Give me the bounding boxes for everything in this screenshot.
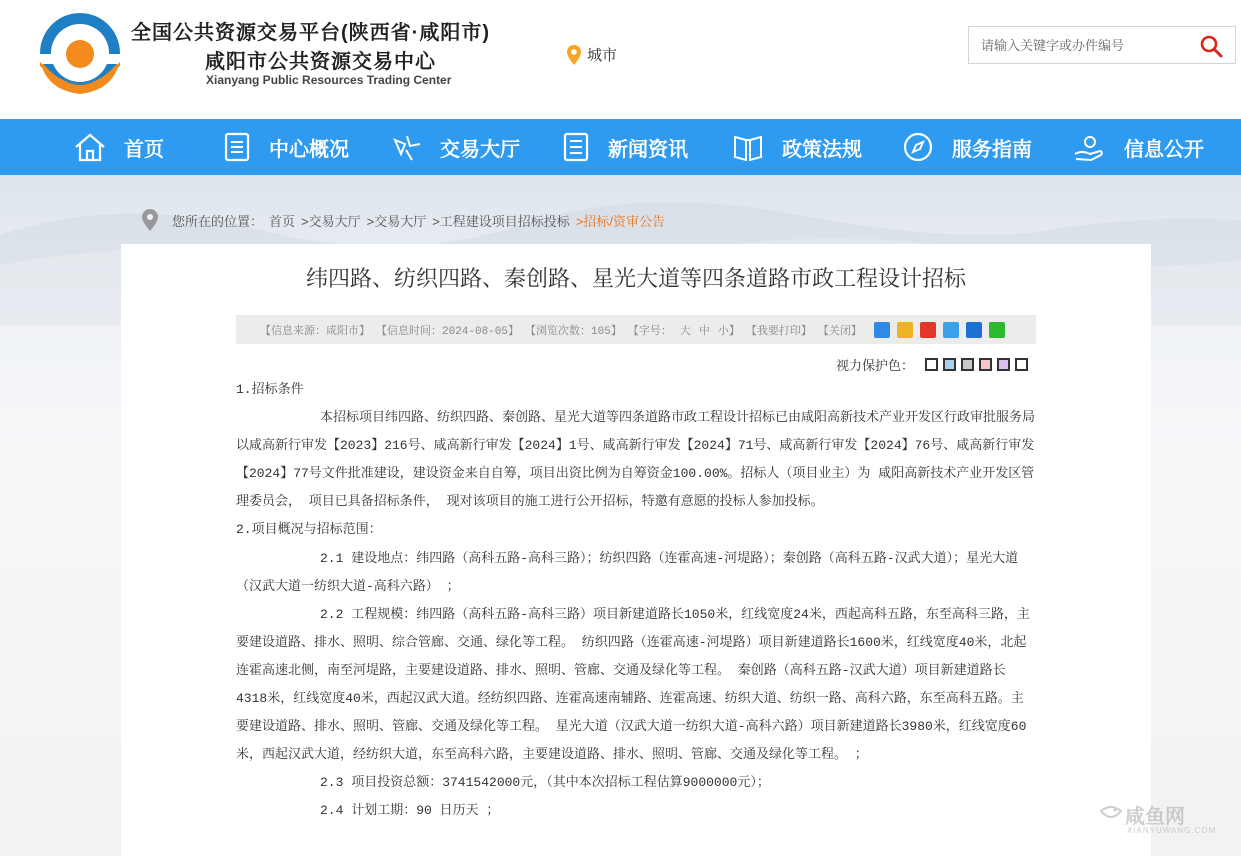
nav-item-policy[interactable] <box>732 119 862 175</box>
city-label: 城市 <box>587 47 618 64</box>
breadcrumb-link[interactable]: >交易大厅 <box>301 213 361 229</box>
nav-label: 政策法规 <box>782 138 862 161</box>
nav-label: 新闻资讯 <box>608 138 688 161</box>
share-bar <box>874 322 1012 338</box>
nav-item-info-disclosure[interactable] <box>1072 119 1204 175</box>
watermark <box>1097 800 1217 835</box>
nav-item-trading-hall[interactable] <box>392 119 520 175</box>
share-renren-icon[interactable] <box>966 322 982 338</box>
nav-label: 中心概况 <box>269 138 349 161</box>
location-pin-icon <box>567 45 581 65</box>
site-title-english: Xianyang Public Resources Trading Center <box>206 73 452 87</box>
info-source: 【信息来源：咸阳市】 <box>260 325 370 338</box>
city-selector[interactable] <box>567 44 617 65</box>
nav-item-service-guide[interactable] <box>902 119 1032 175</box>
compass-icon <box>902 131 934 163</box>
color-swatch-white-2[interactable] <box>1015 358 1028 371</box>
font-size-large[interactable]: 大 <box>679 325 691 338</box>
home-icon <box>74 132 106 162</box>
nav-label: 服务指南 <box>952 138 1032 161</box>
font-size-label: 【字号： <box>627 325 672 338</box>
section-heading: 2.项目概况与招标范围： <box>236 522 382 538</box>
nav-label: 交易大厅 <box>440 138 520 161</box>
hall-icon <box>392 132 422 162</box>
share-qzone-icon[interactable] <box>897 322 913 338</box>
share-tencent-icon[interactable] <box>943 322 959 338</box>
font-size-small[interactable]: 小】 <box>717 325 740 338</box>
info-views: 【浏览次数：105】 <box>525 325 622 338</box>
paragraph: 2.2 工程规模：纬四路（高科五路-高科三路）项目新建道路长1050米，红线宽度24米，西起高科五路，东至高科三路，主要建设道路、排水、照明、综合管廊、交通、绿化等工程。 纺织四路（连霍高速-河堤路）项目新建道路长1600米，红线宽度40米，北起连霍高速北侧，南至河堤路，主要建设道路、排水、照明、管廊、交通及绿化等工程。 秦创路（高科五路-汉武大道）项目新建道路长4318米，红线宽度40米，西起汉武大道。经纺织四路、连霍高速南辅路、连霍高速、纺织大道、纺织一路、高科六路，东至高科五路。主要建设道路、排水、照明、管廊、交通及绿化等工程。 星光大道（汉武大道一纺织大道-高科六路）项目新建道路长3980米，红线宽度60米，西起汉武大道，经纺织大道，东至高科六路，主要建设道路、排水、照明、管廊、交通及绿化等工程。 ； <box>236 606 1030 763</box>
site-header <box>0 0 1241 119</box>
paragraph: 2.4 计划工期：90 日历天 ； <box>320 803 500 819</box>
font-size-medium[interactable]: 中 <box>698 325 710 338</box>
print-button[interactable]: 【我要打印】 <box>745 325 812 338</box>
color-swatch-purple[interactable] <box>997 358 1010 371</box>
article-title: 纬四路、纺织四路、秦创路、星光大道等四条道路市政工程设计招标 <box>305 266 966 291</box>
color-swatch-blue[interactable] <box>943 358 956 371</box>
color-swatch-gray[interactable] <box>961 358 974 371</box>
article-info-bar <box>236 315 1036 344</box>
search-box <box>968 26 1236 64</box>
close-button[interactable]: 【关闭】 <box>817 325 862 338</box>
paragraph: 本招标项目纬四路、纺织四路、秦创路、星光大道等四条道路市政工程设计招标已由咸阳高新技术产业开发区行政审批服务局以咸高新行审发【2023】216号、咸高新行审发【2024】1号、咸高新行审发【2024】71号、咸高新行审发【2024】76号、咸高新行审发【2024】77号文件批准建设，建设资金来自自筹，项目出资比例为自筹资金100.00%。招标人（项目业主）为 咸阳高新技术产业开发区管理委员会， 项目已具备招标条件， 现对该项目的施工进行公开招标，特邀有意愿的投标人参加投标。 <box>236 410 1036 510</box>
search-icon[interactable] <box>1199 34 1223 58</box>
nav-item-news[interactable] <box>562 119 688 175</box>
book-icon <box>732 132 764 162</box>
share-wechat-icon[interactable] <box>989 322 1005 338</box>
nav-item-home[interactable] <box>74 119 164 175</box>
site-title: 全国公共资源交易平台(陕西省·咸阳市) <box>131 22 490 44</box>
hand-icon <box>1072 132 1106 162</box>
watermark-sub: XIANYUWANG.COM <box>1127 826 1217 835</box>
breadcrumb-link[interactable]: >工程建设项目招标投标 <box>432 213 570 229</box>
nav-item-overview[interactable] <box>223 119 349 175</box>
breadcrumb-current[interactable]: >招标/资审公告 <box>575 213 666 229</box>
breadcrumb-link[interactable]: >交易大厅 <box>366 213 427 229</box>
color-swatch-pink[interactable] <box>979 358 992 371</box>
paragraph: 2.1 建设地点：纬四路（高科五路-高科三路）；纺织四路（连霍高速-河堤路）；秦创路（高科五路-汉武大道）；星光大道（汉武大道一纺织大道-高科六路） ； <box>236 550 1019 594</box>
article-body <box>236 376 1036 826</box>
logo-icon[interactable] <box>34 10 126 96</box>
location-pin-icon <box>142 209 158 231</box>
color-swatch-white[interactable] <box>925 358 938 371</box>
nav-label: 信息公开 <box>1124 138 1204 161</box>
breadcrumb <box>142 209 665 231</box>
site-subtitle: 咸阳市公共资源交易中心 <box>205 51 436 73</box>
news-icon <box>562 132 590 162</box>
main-nav <box>0 119 1241 175</box>
info-time: 【信息时间：2024-08-05】 <box>376 325 520 338</box>
search-input[interactable] <box>969 27 1189 63</box>
breadcrumb-prefix: 您所在的位置： <box>172 213 264 229</box>
vision-label: 视力保护色： <box>836 358 915 373</box>
fish-logo-icon <box>1097 801 1125 829</box>
vision-color-picker <box>836 355 1028 374</box>
breadcrumb-link[interactable]: 首页 <box>269 213 296 229</box>
section-heading: 1.招标条件 <box>236 382 304 397</box>
share-more-icon[interactable] <box>874 322 890 338</box>
share-weibo-icon[interactable] <box>920 322 936 338</box>
document-icon <box>223 132 251 162</box>
nav-label: 首页 <box>124 138 164 161</box>
watermark-text: 咸鱼网 <box>1125 806 1185 828</box>
paragraph: 2.3 项目投资总额：3741542000元，（其中本次招标工程估算9000000元）； <box>320 775 770 791</box>
